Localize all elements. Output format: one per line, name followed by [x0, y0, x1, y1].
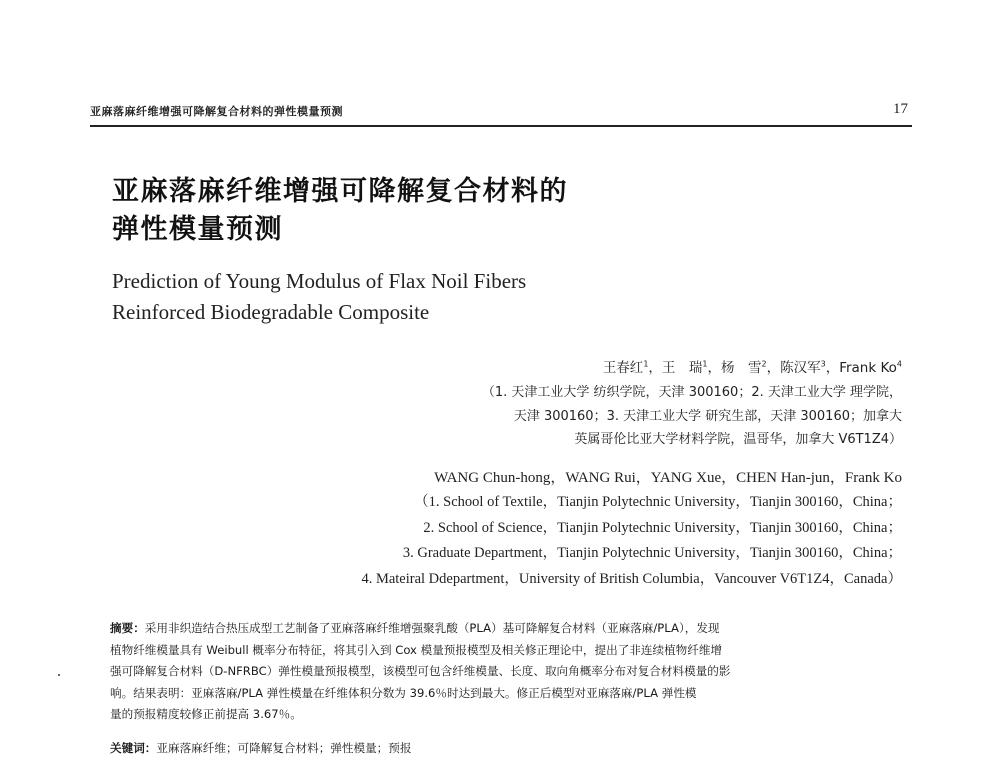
abstract-line: 响。结果表明：亚麻落麻/PLA 弹性模量在纤维体积分数为 39.6％时达到最大。修正后模型对亚麻落麻/PLA 弹性模 [110, 685, 697, 700]
page-number: 17 [893, 101, 908, 117]
author-5-affiliation-mark: 4 [896, 359, 902, 369]
chinese-title-line-1: 亚麻落麻纤维增强可降解复合材料的 [112, 176, 568, 207]
chinese-title [112, 173, 568, 249]
abstract-text: 采用非织造结合热压成型工艺制备了亚麻落麻纤维增强聚乳酸（PLA）基可降解复合材料（亚麻落麻/PLA），发现 [144, 621, 720, 635]
abstract-line: 植物纤维模量具有 Weibull 概率分布特征，将其引入到 Cox 模量预报模型及相关修正理论中，提出了非连续植物纤维增 [110, 642, 723, 657]
author-4: 陈汉军 [780, 360, 821, 376]
chinese-affiliation-line: 天津 300160；3. 天津工业大学 研究生部，天津 300160；加拿大 [513, 408, 902, 424]
author-5: Frank Ko [839, 360, 897, 376]
margin-dot [58, 674, 60, 676]
running-head [90, 103, 910, 125]
chinese-title-line-2: 弹性模量预测 [112, 214, 283, 245]
abstract-label: 摘要： [110, 621, 145, 635]
keywords-text: 亚麻落麻纤维；可降解复合材料；弹性模量；预报 [156, 741, 412, 755]
author-1-affiliation-mark: 1 [643, 359, 649, 369]
running-head-title: 亚麻落麻纤维增强可降解复合材料的弹性模量预测 [90, 105, 343, 118]
english-affiliation-line: 4. Mateiral Ddepartment，University of British Columbia，Vancouver V6T1Z4，Canada） [361, 570, 902, 587]
author-3: 杨 雪 [721, 360, 762, 376]
english-title [112, 266, 526, 328]
chinese-affiliation-line: 英属哥伦比亚大学材料学院，温哥华，加拿大 V6T1Z4） [574, 432, 902, 447]
header-rule [90, 125, 912, 127]
english-affiliations [182, 490, 902, 592]
english-title-line-2: Reinforced Biodegradable Composite [112, 300, 430, 324]
english-affiliation-line: （1. School of Textile，Tianjin Polytechnic University，Tianjin 300160，China； [414, 494, 902, 510]
chinese-affiliation-line: （1. 天津工业大学 纺织学院，天津 300160；2. 天津工业大学 理学院， [481, 385, 902, 400]
abstract [110, 618, 904, 726]
keywords-label: 关键词： [110, 741, 157, 755]
author-1: 王春红 [602, 360, 644, 376]
abstract-line: 强可降解复合材料（D-NFRBC）弹性模量预报模型，该模型可包含纤维模量、长度、取向角概率分布对复合材料模量的影 [110, 664, 731, 678]
english-affiliation-line: 2. School of Science，Tianjin Polytechnic University，Tianjin 300160，China； [423, 519, 902, 536]
chinese-authors: 王春红$^1$，王 瑞$^1$，杨 雪$^2$，陈汉军$^3$，Frank Ko$^4$ [602, 359, 902, 376]
english-authors: WANG Chun-hong，WANG Rui，YANG Xue，CHEN Han-jun，Frank Ko [434, 470, 902, 486]
chinese-affiliations [262, 381, 902, 452]
abstract-line [110, 618, 904, 640]
keywords [110, 738, 411, 758]
english-affiliation-line: 3. Graduate Department，Tianjin Polytechnic University，Tianjin 300160，China； [402, 545, 902, 561]
author-2: 王 瑞 [661, 360, 703, 376]
author-2-affiliation-mark: 1 [702, 359, 708, 369]
english-title-line-1: Prediction of Young Modulus of Flax Noil Fibers [112, 269, 527, 293]
author-4-affiliation-mark: 3 [820, 359, 826, 369]
abstract-line: 量的预报精度较修正前提高 3.67％。 [110, 707, 302, 721]
author-3-affiliation-mark: 2 [761, 359, 767, 369]
